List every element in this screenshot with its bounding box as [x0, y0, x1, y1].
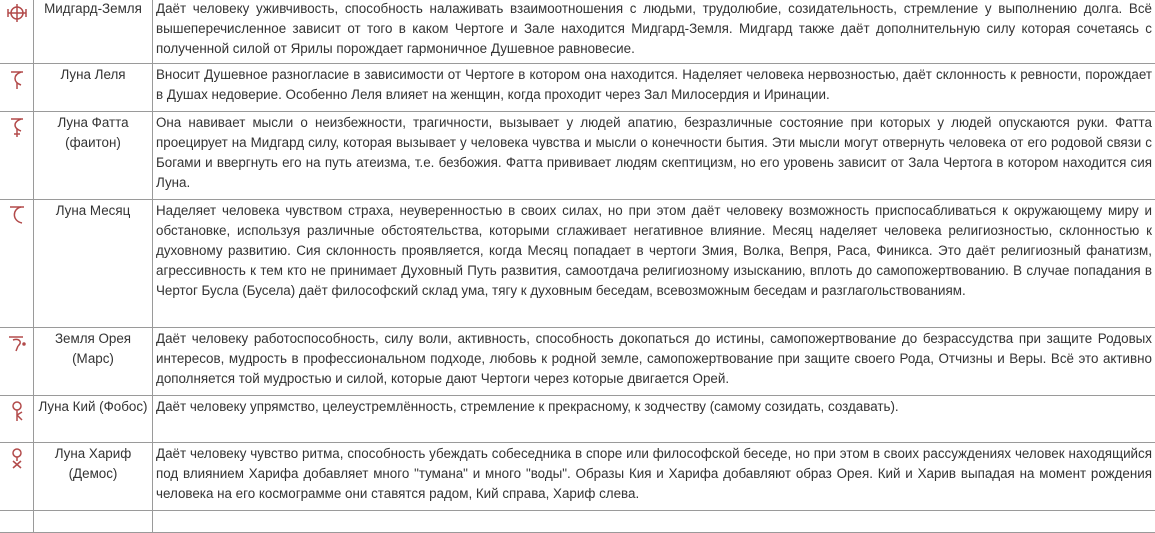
planet-description: Она навивает мысли о неизбежности, трагичности, вызывает у людей апатию, безразличные состояние при которых у людей опускаются руки. Фатта проецирует на Мидгард силу, которая вызывает у человека чувства и мысли о конечности бытия. Эти мысли могут отвернуть человека от его родовой связи с Богами и ввергнуть его на путь атеизма, т.е. безбожия. Фатта прививает людям скептицизм, но его уровень зависит от Зала Чертога в котором находится сия Луна. — [153, 112, 1155, 200]
table-row — [0, 443, 1155, 511]
table-row — [0, 112, 1155, 200]
moon-kiy-symbol-icon — [5, 400, 29, 422]
planet-description: Вносит Душевное разногласие в зависимости от Чертоге в котором она находится. Наделяет человека нервозностью, даёт склонность к ревности, порождает в Душах недоверие. Особенно Леля влияет на женщин, когда проходит через Зал Милосердия и Иринации. — [153, 64, 1155, 112]
planet-name: Луна Леля — [34, 64, 153, 112]
planet-description: Даёт человеку чувство ритма, способность убеждать собеседника в споре или философской беседе, но при этом в своих рассуждениях человек находящийся под влиянием Харифа добавляет много "тумана" и много "воды". Образы Кия и Харифа добавляют образ Орея. Кий и Харив выпадая на момент рождения человека на его космограмме они ставятся радом, Кий справа, Хариф слева. — [153, 443, 1155, 511]
moon-lelya-symbol-icon — [5, 68, 29, 90]
table-row — [0, 200, 1155, 328]
planet-description: Даёт человеку уживчивость, способность налаживать взаимоотношения с людьми, трудолюбие, созидательность, стремление у выполнению долга. Всё вышеперечисленное зависит от того в каком Чертоге и Зале находится Мидгард-Земля. Мидгард также даёт дополнительную силу которая сочетаясь с полученной силой от Ярилы порождает гармоничное Душевное равновесие. — [153, 0, 1155, 64]
moon-fatta-symbol-icon — [5, 116, 29, 138]
symbol-cell — [0, 0, 34, 64]
planet-description: Даёт человеку работоспособность, силу воли, активность, способность докопаться до истины, самопожертвование до безрассудства при защите Родовых интересов, мудрость в профессиональном подходе, любовь к родной земле, самопожертвование при защите своего Рода, Отчизны и Веры. Всё это активно дополняется той мудростью и силой, которые дают Чертоги через которые двигается Орей. — [153, 328, 1155, 396]
symbol-cell — [0, 64, 34, 112]
symbol-cell — [0, 328, 34, 396]
planet-description: Даёт человеку упрямство, целеустремлённость, стремление к прекрасному, к зодчеству (самому созидать, создавать). — [153, 396, 1155, 443]
moon-kharif-symbol-icon — [5, 447, 29, 469]
symbol-cell — [0, 200, 34, 328]
moon-month-symbol-icon — [5, 204, 29, 226]
symbol-cell — [0, 396, 34, 443]
symbol-cell — [0, 112, 34, 200]
table-row — [0, 64, 1155, 112]
table-row — [0, 396, 1155, 443]
table-row-partial — [0, 511, 1155, 533]
planet-description-empty — [153, 511, 1155, 533]
symbol-cell — [0, 443, 34, 511]
planet-description: Наделяет человека чувством страха, неуверенностью в своих силах, но при этом даёт человеку возможность приспосабливаться к окружающему миру и обстановке, используя различные обстоятельства, которыми сглаживает негативное влияние. Месяц наделяет человека религиозностью, склонностью к духовному развитию. Сия склонность проявляется, когда Месяц попадает в чертоги Змия, Волка, Вепря, Раса, Финикса. Это даёт религиозный фанатизм, агрессивность к тем кто не принимает Духовный Путь развития, самоотдача религиозному изысканию, вплоть до самопожертвованию. В случае попадания в Чертог Бусла (Бусела) даёт философский склад ума, тягу к духовным беседам, всевозможным беседам и разглагольствованиям. — [153, 200, 1155, 328]
earth-oreya-symbol-icon — [5, 332, 29, 354]
symbol-cell — [0, 511, 34, 533]
midgard-earth-symbol-icon — [5, 2, 29, 24]
planet-name: Луна Хариф (Демос) — [34, 443, 153, 511]
planet-name: Земля Орея (Марс) — [34, 328, 153, 396]
planet-name-empty — [34, 511, 153, 533]
table-row — [0, 0, 1155, 64]
planet-name: Луна Кий (Фобос) — [34, 396, 153, 443]
planet-name: Мидгард-Земля — [34, 0, 153, 64]
planet-name: Луна Фатта (фаитон) — [34, 112, 153, 200]
planet-name: Луна Месяц — [34, 200, 153, 328]
table-row — [0, 328, 1155, 396]
